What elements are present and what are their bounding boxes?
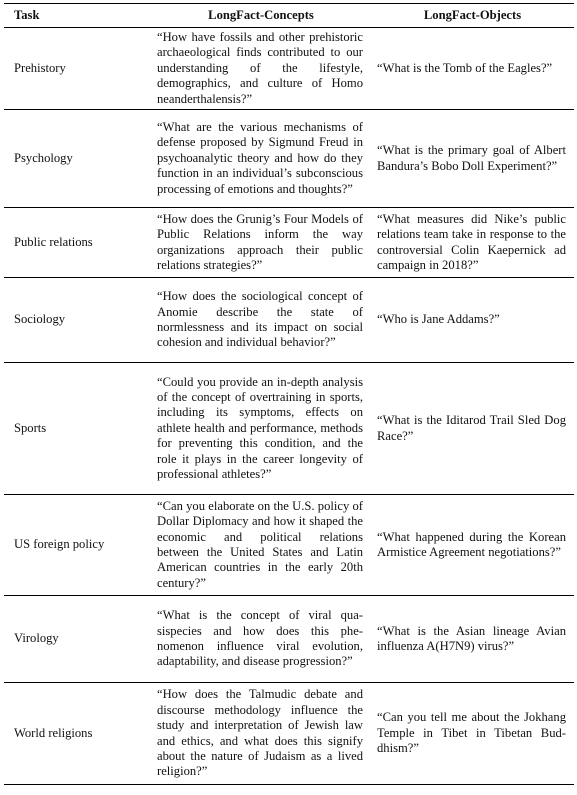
concept-prompt-text: “What are the various mechanisms of defense proposed by Sigmund Freud in psychoanalytic theory and how do they function in an individual’s subconscious processing of emotions and thoughts?”	[157, 120, 363, 196]
object-prompt-cell	[371, 683, 574, 785]
concept-prompt-cell	[151, 278, 371, 363]
concept-prompt-text: “How does the Grunig’s Four Models of Public Relations inform the way organizations approach their public relations strategies?”	[157, 211, 363, 272]
concept-prompt-text: “How does the Talmudic debate and discourse methodology influence the study and interpretation of Jewish law and ethics, and what does this signify about the nature of Judaism as a lived religion?”	[157, 687, 363, 779]
task-cell: World religions	[4, 683, 151, 785]
concept-prompt-cell	[151, 495, 371, 596]
table-row	[4, 363, 574, 495]
prompt-examples-table	[4, 3, 574, 785]
object-prompt-cell	[371, 278, 574, 363]
object-prompt-cell	[371, 495, 574, 596]
concept-prompt-cell	[151, 28, 371, 110]
object-prompt-text: “What is the Iditarod Trail Sled Dog Race?”	[377, 413, 566, 443]
object-prompt-cell	[371, 28, 574, 110]
task-cell: Public relations	[4, 208, 151, 278]
concept-prompt-text: “How does the sociological concept of Anomie describe the state of normlessness and its impact on social cohesion and individual behavior?”	[157, 289, 363, 350]
table-row	[4, 110, 574, 208]
object-prompt-text: “What is the primary goal of Albert Bandura’s Bobo Doll Experiment?”	[377, 143, 566, 173]
object-prompt-text: “What is the Tomb of the Eagles?”	[377, 60, 553, 75]
concept-prompt-text: “What is the concept of viral quasispecies and how does this phenomenon influence viral evolution, adaptability, and disease progression?”	[157, 608, 363, 669]
concept-prompt-text: “How have fossils and other prehistoric archaeological finds contributed to our understanding of the lifestyle, demographics, and culture of Homo neanderthalensis?”	[157, 30, 363, 106]
concept-prompt-cell	[151, 110, 371, 208]
concept-prompt-cell	[151, 683, 371, 785]
header-longfact-objects: LongFact-Objects	[371, 4, 574, 28]
table-row	[4, 278, 574, 363]
task-cell: Virology	[4, 596, 151, 683]
concept-prompt-cell	[151, 363, 371, 495]
table-row	[4, 495, 574, 596]
concept-prompt-text: “Could you provide an in-depth analysis of the concept of overtraining in sports, including its symptoms, effects on athlete health and performance, methods for preventing this condition, and the role it plays in the career longevity of professional athletes?”	[157, 374, 363, 482]
object-prompt-cell	[371, 208, 574, 278]
table-row	[4, 683, 574, 785]
object-prompt-text: “Can you tell me about the Jokhang Temple in Tibet in Tibetan Buddhism?”	[377, 710, 566, 756]
table-row	[4, 596, 574, 683]
object-prompt-text: “What happened during the Korean Armistice Agreement negotiations?”	[377, 529, 566, 560]
header-longfact-concepts: LongFact-Concepts	[151, 4, 371, 28]
concept-prompt-cell	[151, 208, 371, 278]
table-row	[4, 28, 574, 110]
header-task: Task	[4, 4, 151, 28]
task-cell: Psychology	[4, 110, 151, 208]
task-cell: US foreign policy	[4, 495, 151, 596]
task-cell: Prehistory	[4, 28, 151, 110]
object-prompt-cell	[371, 363, 574, 495]
object-prompt-cell	[371, 596, 574, 683]
object-prompt-text: “What measures did Nike’s public relations team take in response to the controversial Colin Kaepernick ad campaign in 2018?”	[377, 211, 566, 272]
header-row	[4, 4, 574, 28]
task-cell: Sociology	[4, 278, 151, 363]
object-prompt-text: “What is the Asian lineage Avian influenza A(H7N9) virus?”	[377, 623, 566, 654]
object-prompt-cell	[371, 110, 574, 208]
concept-prompt-cell	[151, 596, 371, 683]
task-cell: Sports	[4, 363, 151, 495]
object-prompt-text: “Who is Jane Addams?”	[377, 312, 500, 327]
concept-prompt-text: “Can you elaborate on the U.S. policy of Dollar Diplomacy and how it shaped the economic and political relations between the United States and Latin American countries in the early 20th century?”	[157, 498, 363, 590]
table-row	[4, 208, 574, 278]
